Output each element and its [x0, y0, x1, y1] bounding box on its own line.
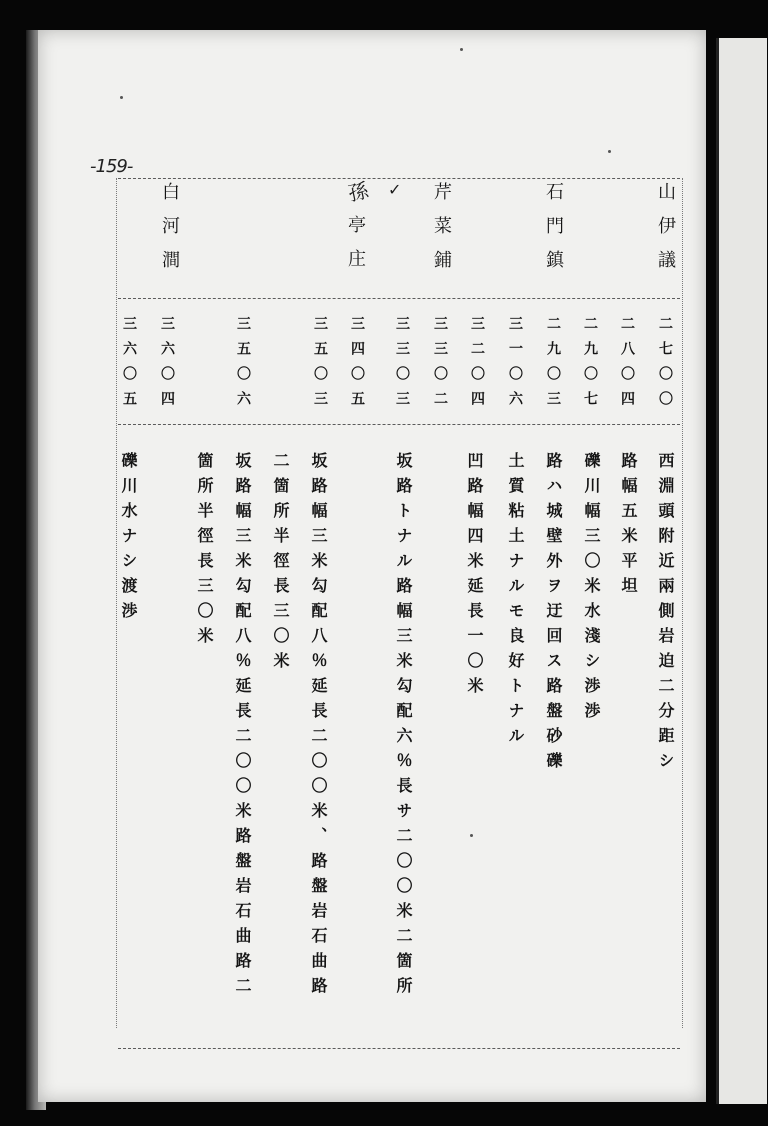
top-rule	[118, 178, 680, 179]
check-mark: ✓	[388, 180, 402, 199]
route-note: 坂路トナル路幅三米勾配六％長サ二〇〇米二箇所	[394, 452, 413, 1002]
distance-value: 二七〇〇	[657, 316, 673, 416]
distance-value: 三六〇五	[121, 316, 137, 416]
distance-divider	[118, 424, 680, 425]
distance-value: 三一〇六	[507, 316, 523, 416]
route-note: 坂路幅三米勾配八％延長二〇〇米、路盤岩石曲路	[309, 452, 328, 1002]
distance-value: 三二〇四	[469, 316, 485, 416]
distance-value: 三三〇二	[432, 316, 448, 416]
route-note: 礫川幅三〇米水淺シ渉渉	[582, 452, 601, 727]
right-margin-rule	[682, 178, 683, 1028]
distance-value: 三六〇四	[159, 316, 175, 416]
place-name-yamaise: 山伊議	[655, 182, 676, 284]
route-note: 凹路幅四米延長一〇米	[465, 452, 484, 702]
ink-speck	[460, 48, 463, 51]
ink-speck	[470, 834, 473, 837]
distance-value: 二八〇四	[619, 316, 635, 416]
page-number: -159-	[90, 156, 133, 177]
route-note: 西淵頭附近兩側岩迫二分距シ	[656, 452, 675, 777]
route-note: 土質粘土ナルモ良好トナル	[506, 452, 525, 752]
route-note: 路幅五米平坦	[619, 452, 638, 602]
route-note: 礫川水ナシ渡渉	[119, 452, 138, 627]
distance-value: 二九〇三	[545, 316, 561, 416]
left-margin-rule	[116, 178, 117, 1028]
route-note: 箇所半徑長三〇米	[195, 452, 214, 652]
route-note: 路ハ城壁外ヲ迂回ス路盤砂礫	[544, 452, 563, 777]
handwritten-annotation: 孫	[346, 178, 371, 206]
place-name-ishimonseki: 石門鎮	[543, 182, 564, 284]
place-name-seisaicho: 芹菜鋪	[431, 182, 452, 284]
ink-speck	[120, 96, 123, 99]
document-page	[38, 30, 706, 1102]
route-note: 二箇所半徑長三〇米	[271, 452, 290, 677]
distance-value: 三四〇五	[349, 316, 365, 416]
place-name-teishou: 亭庄	[345, 215, 366, 283]
distance-value: 二九〇七	[582, 316, 598, 416]
place-name-hakkajun: 白河澗	[159, 182, 180, 284]
route-note: 坂路幅三米勾配八％延長二〇〇米路盤岩石曲路二	[233, 452, 252, 1002]
distance-value: 三三〇三	[394, 316, 410, 416]
distance-value: 三五〇三	[312, 316, 328, 416]
distance-value: 三五〇六	[235, 316, 251, 416]
ink-speck	[608, 150, 611, 153]
names-divider	[118, 298, 680, 299]
bottom-rule	[118, 1048, 680, 1049]
next-page-edge	[716, 38, 767, 1104]
